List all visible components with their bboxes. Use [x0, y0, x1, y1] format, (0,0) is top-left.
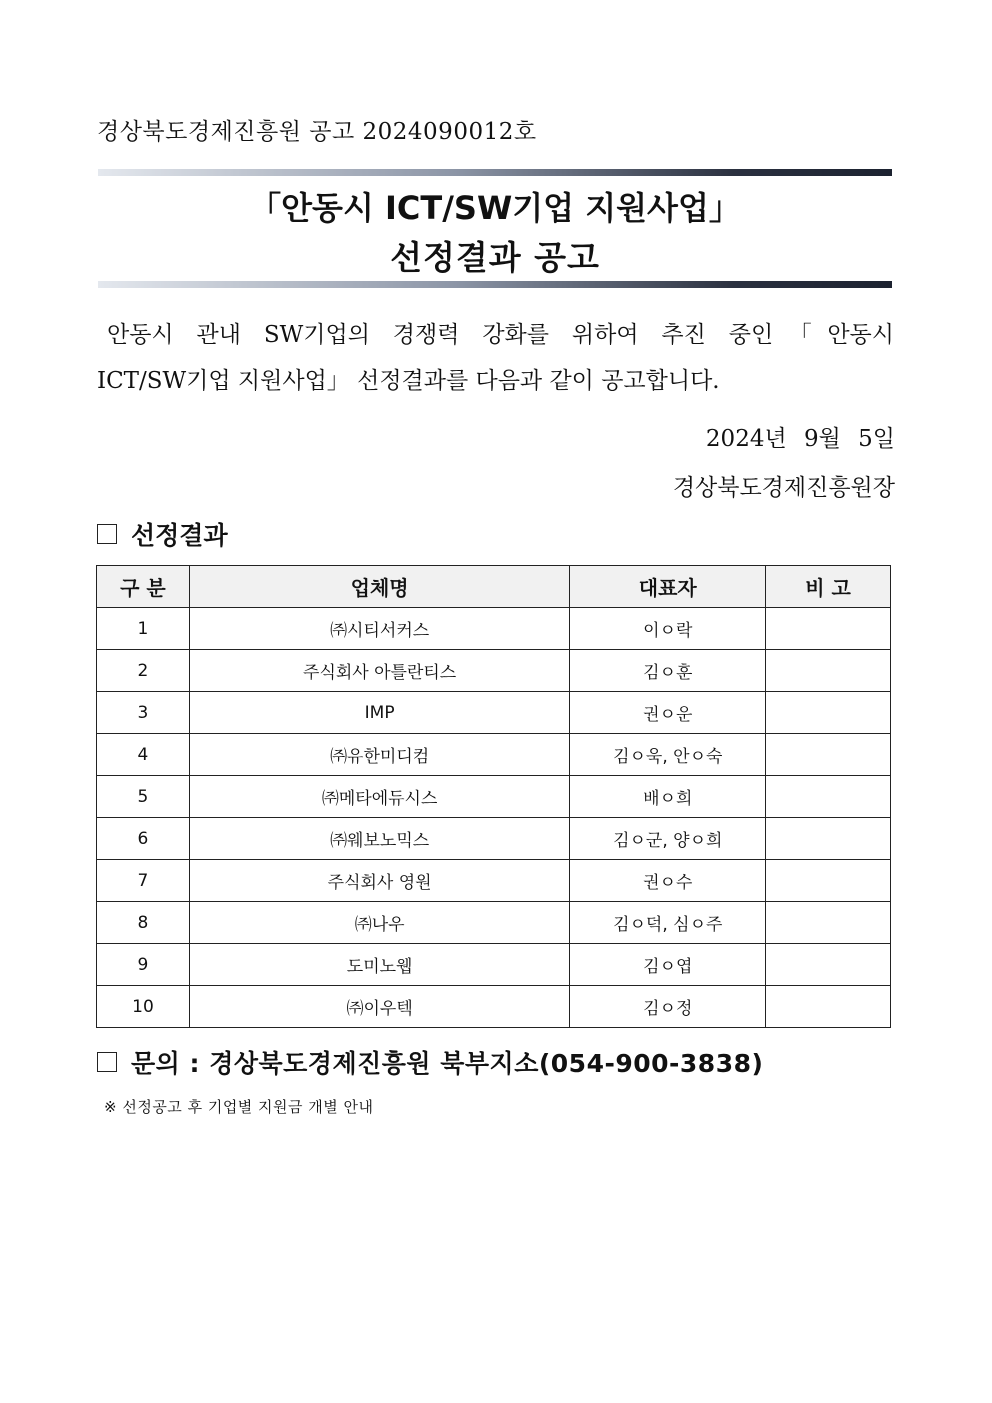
section-contact-heading	[97, 1044, 763, 1080]
cell-representative: 김ㅇ욱, 안ㅇ숙	[570, 734, 766, 776]
table-row	[97, 902, 891, 944]
cell-representative: 배ㅇ희	[570, 776, 766, 818]
announcement-date: 2024년 9월 5일	[705, 426, 895, 452]
cell-note	[766, 608, 891, 650]
body-line-1: 안동시 관내 SW기업의 경쟁력 강화를 위하여 추진 중인「안동시	[107, 322, 894, 348]
cell-note	[766, 902, 891, 944]
table-row	[97, 608, 891, 650]
table-row	[97, 944, 891, 986]
checkbox-square-icon	[97, 524, 117, 544]
cell-company: ㈜유한미디컴	[189, 734, 569, 776]
header-no: 구 분	[97, 566, 190, 608]
cell-company: ㈜이우텍	[189, 986, 569, 1028]
announcement-body	[97, 312, 894, 404]
notice-number: 경상북도경제진흥원 공고 2024090012호	[97, 119, 537, 145]
cell-representative: 김ㅇ훈	[570, 650, 766, 692]
section-results-title: 선정결과	[131, 521, 228, 550]
title-top-rule	[98, 169, 892, 176]
footnote: ※ 선정공고 후 기업별 지원금 개별 안내	[104, 1098, 374, 1116]
cell-company: ㈜메타에듀시스	[189, 776, 569, 818]
cell-note	[766, 650, 891, 692]
cell-representative: 김ㅇ정	[570, 986, 766, 1028]
cell-company: ㈜나우	[189, 902, 569, 944]
cell-note	[766, 860, 891, 902]
header-note: 비 고	[766, 566, 891, 608]
cell-company: ㈜웨보노믹스	[189, 818, 569, 860]
results-table	[96, 565, 891, 1028]
cell-note	[766, 818, 891, 860]
cell-representative: 권ㅇ수	[570, 860, 766, 902]
cell-no: 9	[97, 944, 190, 986]
document-title: 「안동시 ICT/SW기업 지원사업」	[249, 189, 741, 227]
cell-representative: 권ㅇ운	[570, 692, 766, 734]
document-subtitle: 선정결과 공고	[390, 238, 600, 277]
cell-no: 3	[97, 692, 190, 734]
cell-no: 6	[97, 818, 190, 860]
table-row	[97, 734, 891, 776]
table-row	[97, 650, 891, 692]
cell-company: 주식회사 아틀란티스	[189, 650, 569, 692]
header-representative: 대표자	[570, 566, 766, 608]
cell-representative: 김ㅇ덕, 심ㅇ주	[570, 902, 766, 944]
cell-no: 5	[97, 776, 190, 818]
cell-representative: 김ㅇ군, 양ㅇ희	[570, 818, 766, 860]
section-results-heading	[97, 516, 228, 552]
cell-no: 1	[97, 608, 190, 650]
cell-company: IMP	[189, 692, 569, 734]
cell-representative: 이ㅇ락	[570, 608, 766, 650]
cell-note	[766, 734, 891, 776]
cell-note	[766, 944, 891, 986]
section-contact-title: 문의 : 경상북도경제진흥원 북부지소(054-900-3838)	[131, 1049, 764, 1078]
cell-no: 4	[97, 734, 190, 776]
table-row	[97, 776, 891, 818]
table-header-row	[97, 566, 891, 608]
header-company: 업체명	[189, 566, 569, 608]
cell-company: ㈜시티서커스	[189, 608, 569, 650]
cell-no: 10	[97, 986, 190, 1028]
table-row	[97, 692, 891, 734]
cell-no: 7	[97, 860, 190, 902]
cell-note	[766, 776, 891, 818]
table-row	[97, 818, 891, 860]
cell-no: 8	[97, 902, 190, 944]
cell-representative: 김ㅇ엽	[570, 944, 766, 986]
cell-company: 주식회사 영원	[189, 860, 569, 902]
cell-note	[766, 986, 891, 1028]
issuer-name: 경상북도경제진흥원장	[672, 475, 895, 501]
title-bottom-rule	[98, 281, 892, 288]
cell-note	[766, 692, 891, 734]
checkbox-square-icon	[97, 1052, 117, 1072]
cell-no: 2	[97, 650, 190, 692]
cell-company: 도미노웹	[189, 944, 569, 986]
body-line-2: ICT/SW기업 지원사업」 선정결과를 다음과 같이 공고합니다.	[97, 368, 720, 394]
table-row	[97, 860, 891, 902]
table-row	[97, 986, 891, 1028]
